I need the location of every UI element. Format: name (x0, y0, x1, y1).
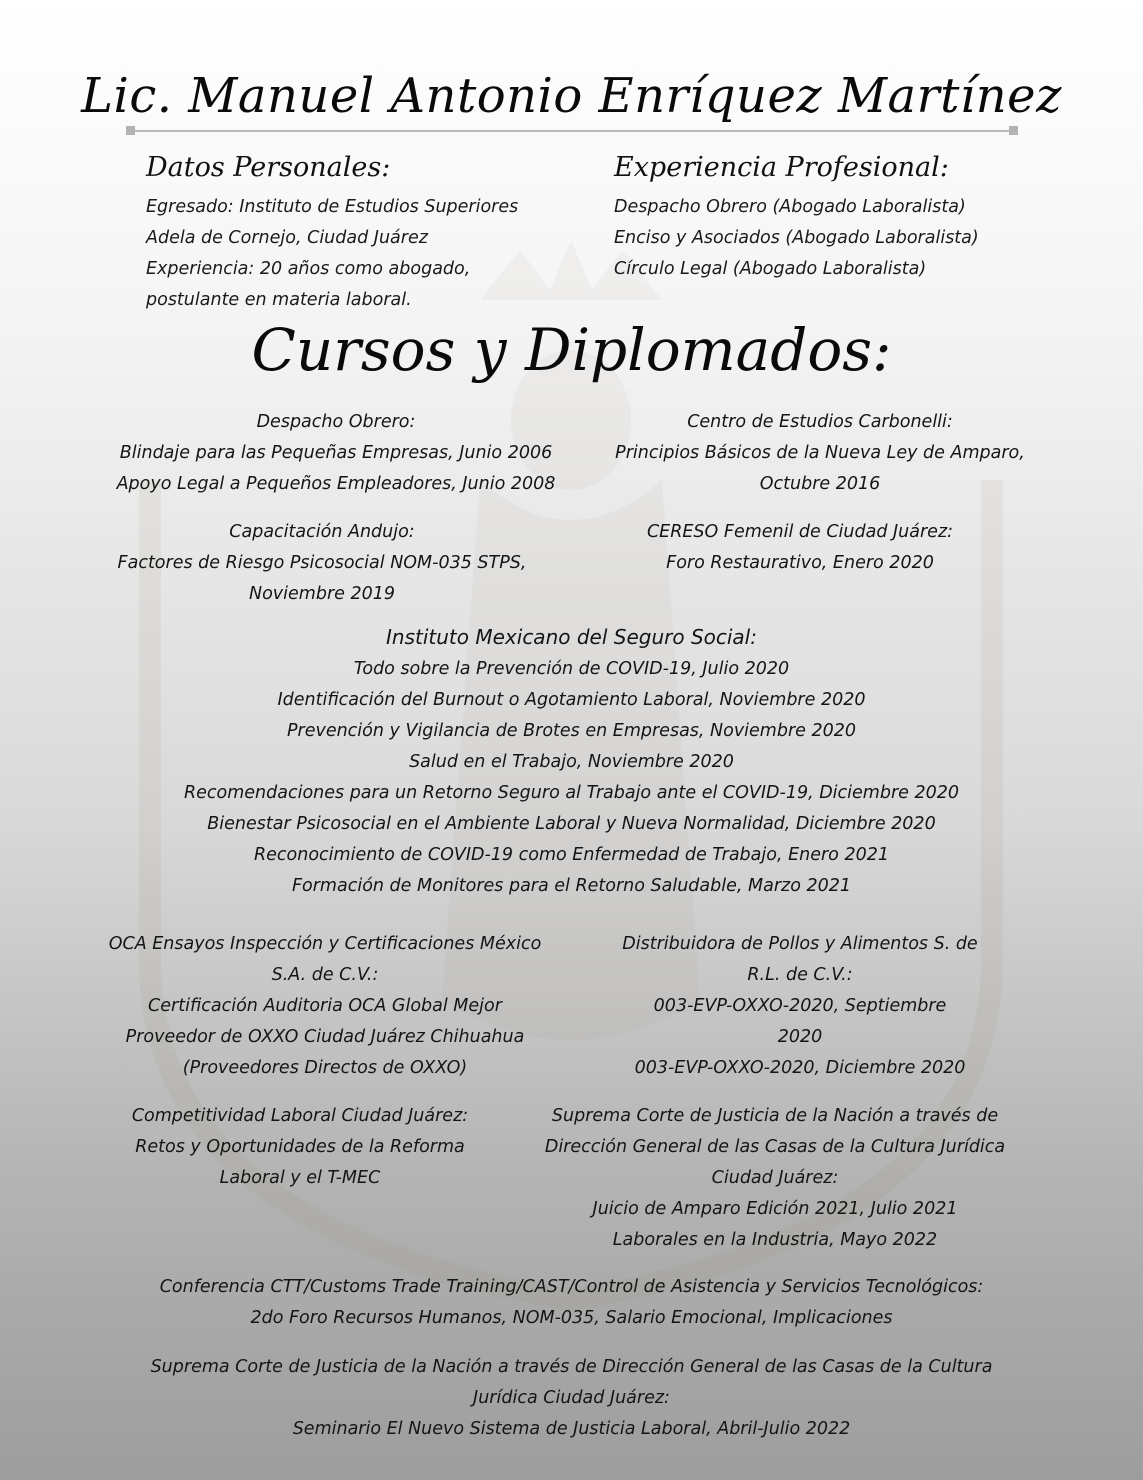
personal-line: Experiencia: 20 años como abogado, (146, 259, 471, 279)
course-line: Proveedor de OXXO Ciudad Juárez Chihuahua (125, 1027, 525, 1047)
course-line: CERESO Femenil de Ciudad Juárez: (646, 522, 954, 542)
course-line: Despacho Obrero: (256, 412, 416, 432)
course-line: Centro de Estudios Carbonelli: (687, 412, 953, 432)
course-line: Capacitación Andujo: (229, 522, 415, 542)
course-line: Foro Restaurativo, Enero 2020 (666, 553, 934, 573)
courses-heading: Cursos y Diplomados: (251, 316, 892, 384)
course-line: Certificación Auditoria OCA Global Mejor (148, 996, 502, 1016)
course-line: Recomendaciones para un Retorno Seguro al Trabajo ante el COVID-19, Diciembre 2020 (183, 783, 960, 803)
course-imss (60, 621, 1083, 902)
course-line: Blindaje para las Pequeñas Empresas, Junio 2006 (119, 443, 553, 463)
course-line: 2do Foro Recursos Humanos, NOM-035, Salario Emocional, Implicaciones (250, 1308, 893, 1328)
course-competitividad (92, 1101, 508, 1194)
course-line: R.L. de C.V.: (747, 965, 853, 985)
course-line: Distribuidora de Pollos y Alimentos S. de (622, 934, 978, 954)
course-line: Retos y Oportunidades de la Reforma (135, 1137, 465, 1157)
course-line: 2020 (777, 1027, 823, 1047)
course-line: Seminario El Nuevo Sistema de Justicia Laboral, Abril-Julio 2022 (292, 1419, 851, 1439)
course-despacho (92, 407, 580, 500)
course-line: Dirección General de las Casas de la Cultura Jurídica (544, 1137, 1006, 1157)
course-line: Competitividad Laboral Ciudad Juárez: (131, 1106, 469, 1126)
course-line: S.A. de C.V.: (271, 965, 379, 985)
page-title: Lic. Manuel Antonio Enríquez Martínez (81, 68, 1062, 124)
course-line: Suprema Corte de Justicia de la Nación a través de Dirección General de las Casas de la Cultura (150, 1357, 993, 1377)
personal-line: postulante en materia laboral. (146, 290, 412, 310)
personal-heading: Datos Personales: (146, 152, 391, 183)
course-line: Salud en el Trabajo, Noviembre 2020 (409, 752, 734, 772)
course-andujo (92, 517, 552, 610)
course-line: Factores de Riesgo Psicosocial NOM-035 STPS, (117, 553, 527, 573)
course-line: Laboral y el T-MEC (219, 1168, 381, 1188)
course-line: 003-EVP-OXXO-2020, Septiembre (653, 996, 947, 1016)
course-line: Laborales en la Industria, Mayo 2022 (612, 1230, 938, 1250)
course-pollos (592, 929, 1008, 1084)
experience-details (614, 192, 979, 285)
course-line: Principios Básicos de la Nueva Ley de Amparo, (615, 443, 1025, 463)
course-scjn-2 (20, 1352, 1123, 1445)
course-cereso (592, 517, 1008, 579)
course-line: 003-EVP-OXXO-2020, Diciembre 2020 (634, 1058, 966, 1078)
course-line: Octubre 2016 (759, 474, 881, 494)
course-line: Todo sobre la Prevención de COVID-19, Julio 2020 (353, 659, 790, 679)
course-line: Reconocimiento de COVID-19 como Enfermedad de Trabajo, Enero 2021 (254, 845, 889, 865)
course-line: Apoyo Legal a Pequeños Empleadores, Junio 2008 (116, 474, 556, 494)
course-line: Suprema Corte de Justicia de la Nación a través de (551, 1106, 999, 1126)
personal-details (146, 192, 518, 316)
course-scjn-1 (515, 1101, 1035, 1256)
course-line: Ciudad Juárez: (711, 1168, 839, 1188)
experience-line: Círculo Legal (Abogado Laboralista) (614, 259, 927, 279)
course-line: Prevención y Vigilancia de Brotes en Empresas, Noviembre 2020 (286, 721, 857, 741)
course-ctt (20, 1272, 1123, 1334)
course-line: Instituto Mexicano del Seguro Social: (386, 625, 757, 649)
personal-line: Adela de Cornejo, Ciudad Juárez (146, 228, 428, 248)
course-line: Conferencia CTT/Customs Trade Training/CAST/Control de Asistencia y Servicios Tecnológicos: (159, 1277, 984, 1297)
experience-line: Despacho Obrero (Abogado Laboralista) (614, 197, 966, 217)
course-line: Formación de Monitores para el Retorno Saludable, Marzo 2021 (291, 876, 852, 896)
course-line: (Proveedores Directos de OXXO) (182, 1058, 468, 1078)
experience-line: Enciso y Asociados (Abogado Laboralista) (614, 228, 979, 248)
course-line: Identificación del Burnout o Agotamiento Laboral, Noviembre 2020 (277, 690, 866, 710)
title-divider (126, 126, 1018, 136)
course-carbonelli (592, 407, 1048, 500)
course-line: OCA Ensayos Inspección y Certificaciones México (108, 934, 542, 954)
course-oca (86, 929, 564, 1084)
course-line: Bienestar Psicosocial en el Ambiente Laboral y Nueva Normalidad, Diciembre 2020 (207, 814, 936, 834)
personal-line: Egresado: Instituto de Estudios Superiores (146, 197, 519, 217)
course-line: Noviembre 2019 (249, 584, 395, 604)
course-line: Jurídica Ciudad Juárez: (473, 1388, 670, 1408)
course-line: Juicio de Amparo Edición 2021, Julio 2021 (592, 1199, 958, 1219)
experience-heading: Experiencia Profesional: (614, 152, 949, 183)
